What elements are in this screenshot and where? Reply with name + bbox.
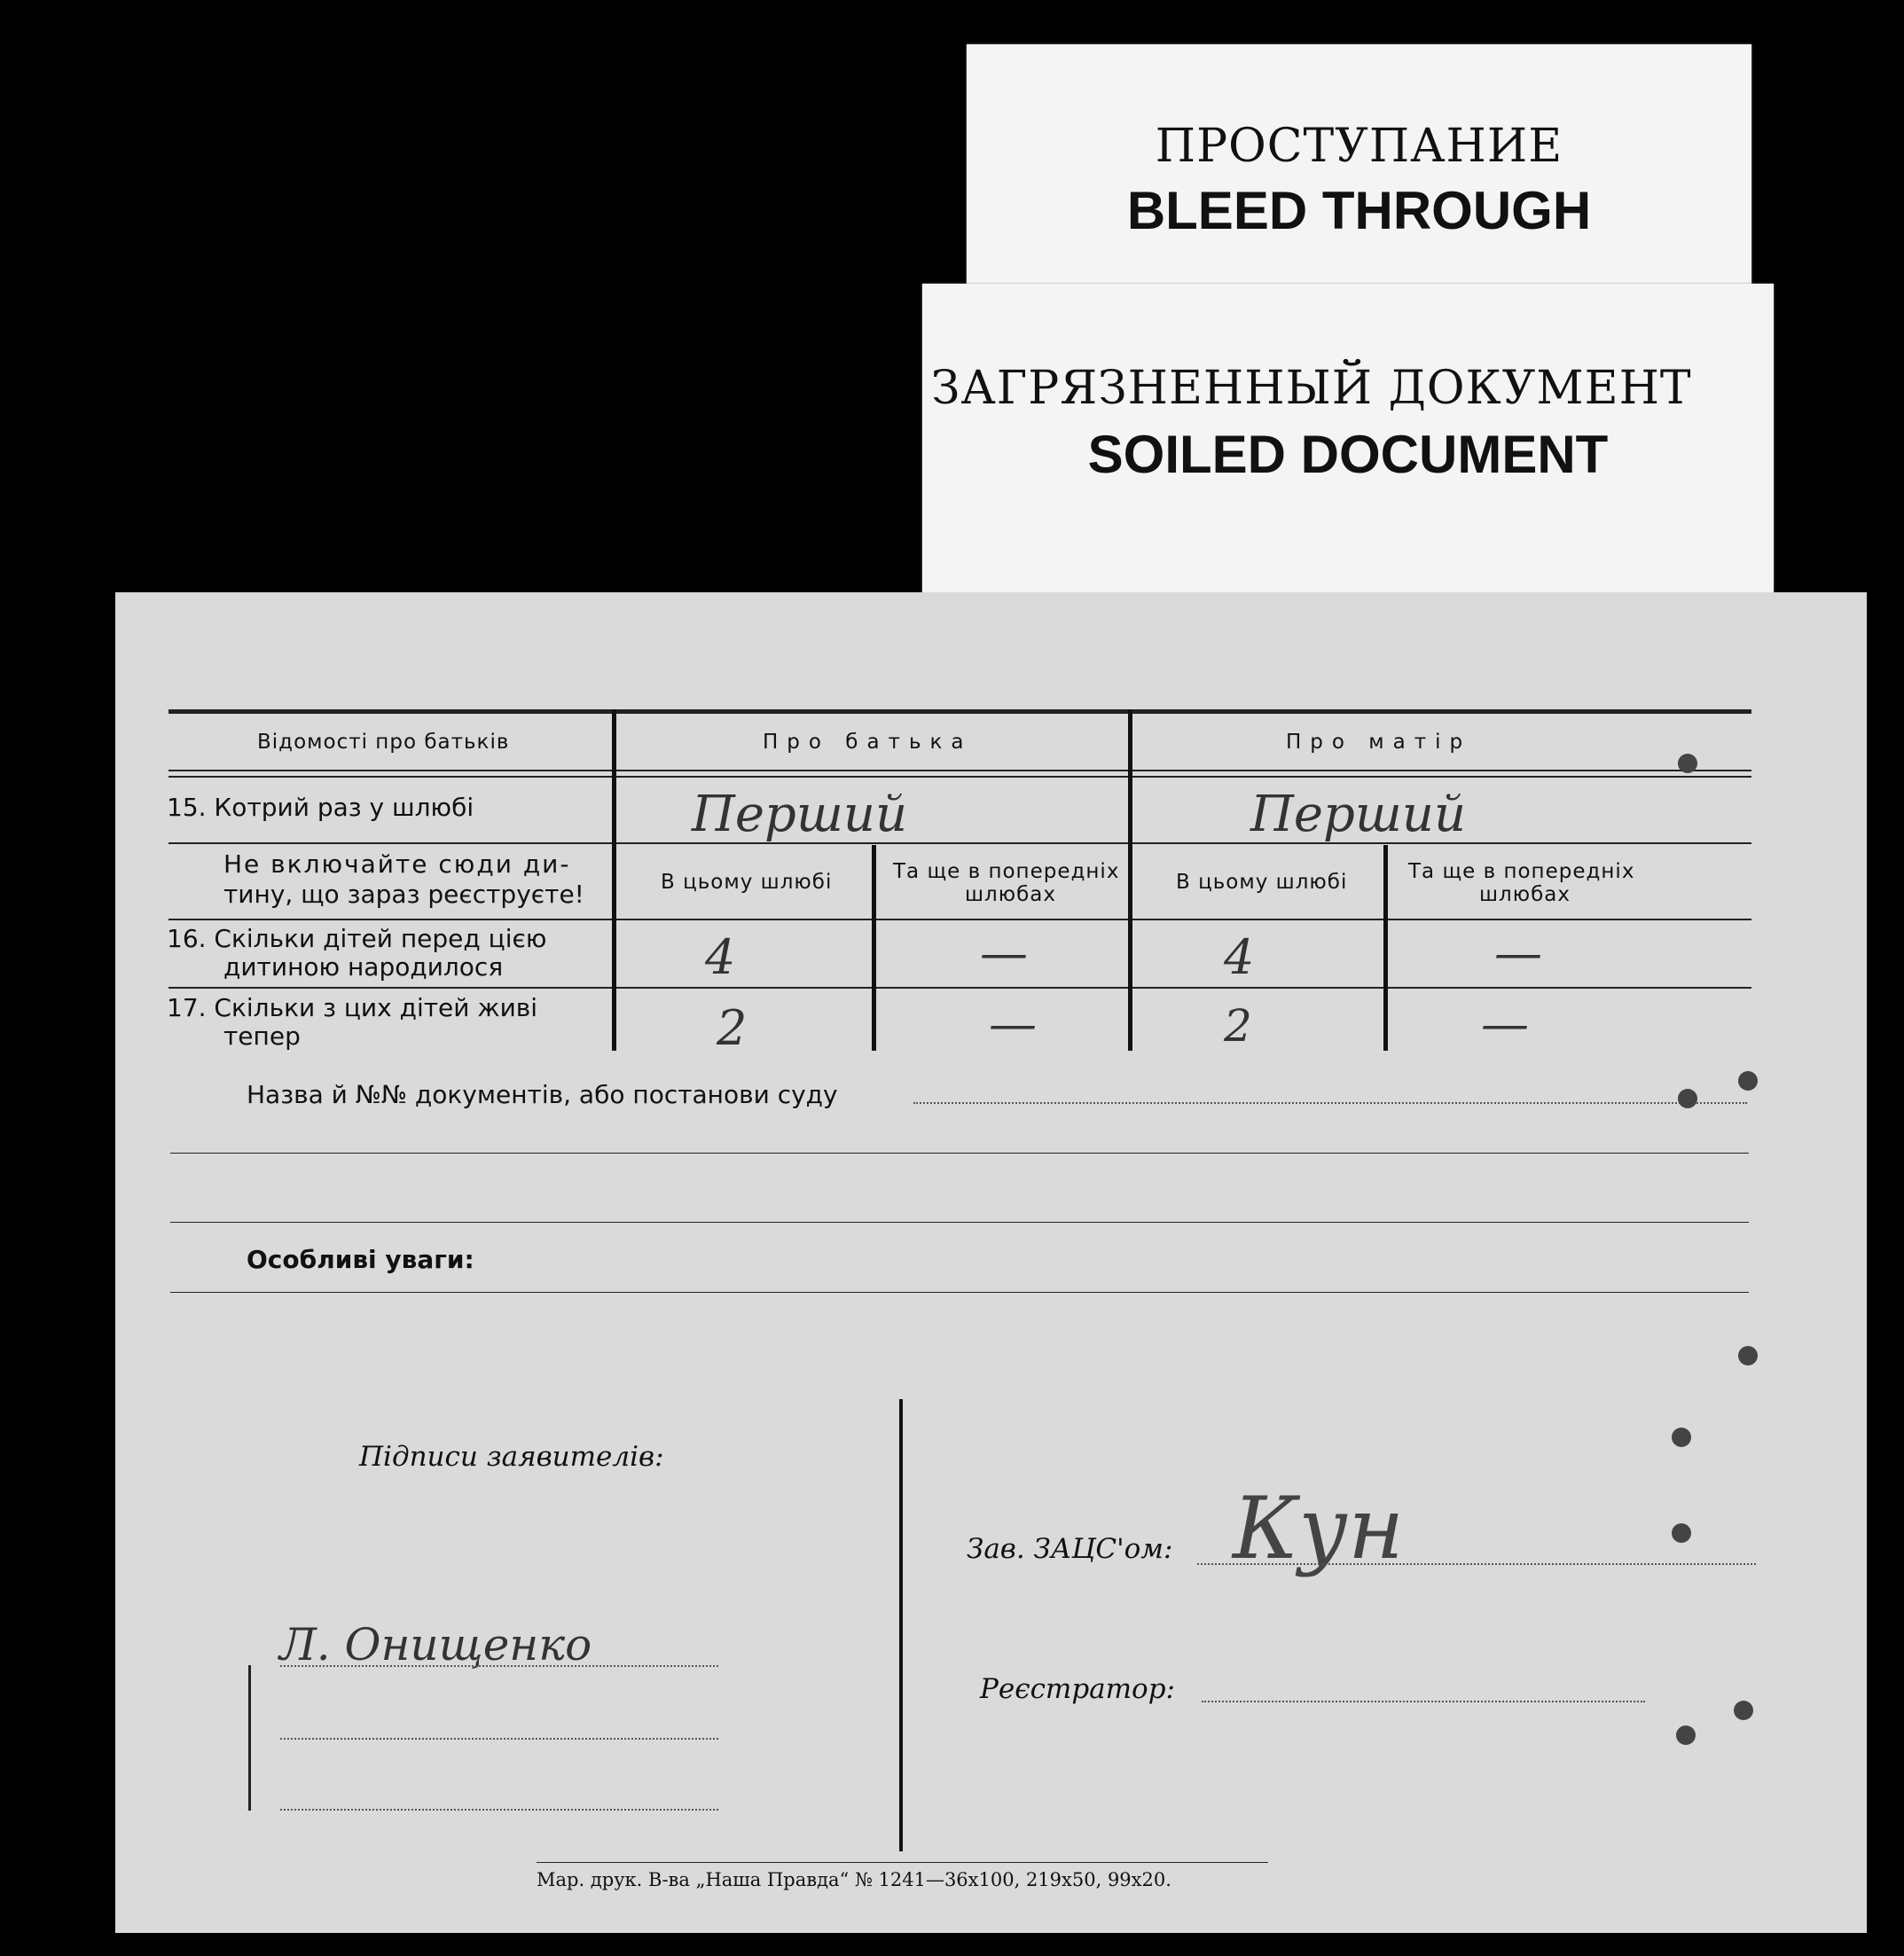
binding-hole [1672,1523,1691,1543]
row15-label: 15. Котрий раз у шлюбі [167,793,474,822]
bleed-through-en: BLEED THROUGH [1126,181,1592,240]
binding-hole [1738,1071,1758,1091]
documents-line-3 [170,1222,1749,1223]
header-mother: Про матір [1286,731,1472,754]
row17-label-2: тепер [223,1021,301,1051]
mother-children-this: 4 [1224,929,1255,985]
documents-label: Назва й №№ документів, або постанови суду [247,1080,838,1109]
applicant-line-1 [280,1665,718,1667]
header-rule-double [168,776,1751,778]
subheader-mother-prev-1: Та ще в попередніх [1408,860,1635,883]
subheader-rule [168,919,1751,920]
binding-hole [1738,1346,1758,1365]
applicant-line-2 [280,1738,718,1740]
binding-hole [1678,1089,1697,1108]
father-alive-this: 2 [717,1000,748,1056]
father-times-married: Перший [692,786,908,843]
note-line-1: Не включайте сюди ди- [223,849,571,879]
soiled-document-label [922,284,1774,594]
registration-card [115,592,1867,1933]
row15-rule [168,842,1751,844]
subheader-mother-prev-2: шлюбах [1479,883,1571,906]
col-divider-3 [1128,709,1132,1051]
signature-divider [899,1399,903,1851]
header-parents-info: Відомості про батьків [257,731,510,754]
mother-alive-this: 2 [1224,1000,1252,1052]
mother-children-prev: — [1494,925,1542,981]
col-divider-4 [1383,845,1388,1051]
table-top-rule [168,709,1751,714]
applicant-signature: Л. Онищенко [279,1619,592,1670]
row16-rule [168,987,1751,989]
soiled-document-ru: ЗАГРЯЗНЕННЫЙ ДОКУМЕНТ [931,362,1692,415]
soiled-document-en: SOILED DOCUMENT [1087,425,1609,484]
row16-label-1: 16. Скільки дітей перед цією [167,924,547,953]
bleed-through-ru: ПРОСТУПАНИЕ [1155,120,1563,173]
col-divider-2 [872,845,876,1051]
signatures-label: Підписи заявителів: [359,1441,664,1473]
binding-hole [1734,1701,1753,1720]
note-line-2: тину, що зараз реєструєте! [223,880,584,909]
applicant-brace [248,1665,256,1811]
mother-alive-prev: — [1481,996,1529,1052]
head-line [1197,1563,1756,1565]
subheader-father-this: В цьому шлюбі [661,871,833,894]
printer-footer: Мар. друк. В-ва „Наша Правда“ № 1241—36х100, 219х50, 99х20. [537,1869,1171,1890]
col-divider-1 [612,709,616,1051]
father-children-prev: — [980,925,1028,981]
remarks-line [170,1292,1749,1293]
registrar-label: Реєстратор: [980,1673,1175,1705]
subheader-mother-this: В цьому шлюбі [1176,871,1348,894]
documents-line-1 [913,1102,1747,1104]
row17-label-1: 17. Скільки з цих дітей живі [167,993,538,1022]
bleed-through-label [967,44,1751,297]
mother-times-married: Перший [1250,786,1467,843]
remarks-label: Особливі уваги: [247,1245,474,1274]
head-label: Зав. ЗАЦС'ом: [967,1533,1173,1565]
binding-hole [1672,1428,1691,1447]
footer-rule [537,1862,1268,1863]
applicant-line-3 [280,1809,718,1811]
father-alive-prev: — [989,996,1037,1052]
binding-hole [1678,754,1697,773]
registrar-line [1202,1701,1645,1702]
subheader-father-prev-1: Та ще в попередніх [893,860,1120,883]
row16-label-2: дитиною народилося [223,952,504,982]
documents-line-2 [170,1153,1749,1154]
head-signature: Кун [1233,1479,1405,1578]
header-father: Про батька [763,731,973,754]
father-children-this: 4 [705,929,736,985]
header-rule [168,770,1751,771]
binding-hole [1676,1725,1696,1745]
subheader-father-prev-2: шлюбах [965,883,1056,906]
